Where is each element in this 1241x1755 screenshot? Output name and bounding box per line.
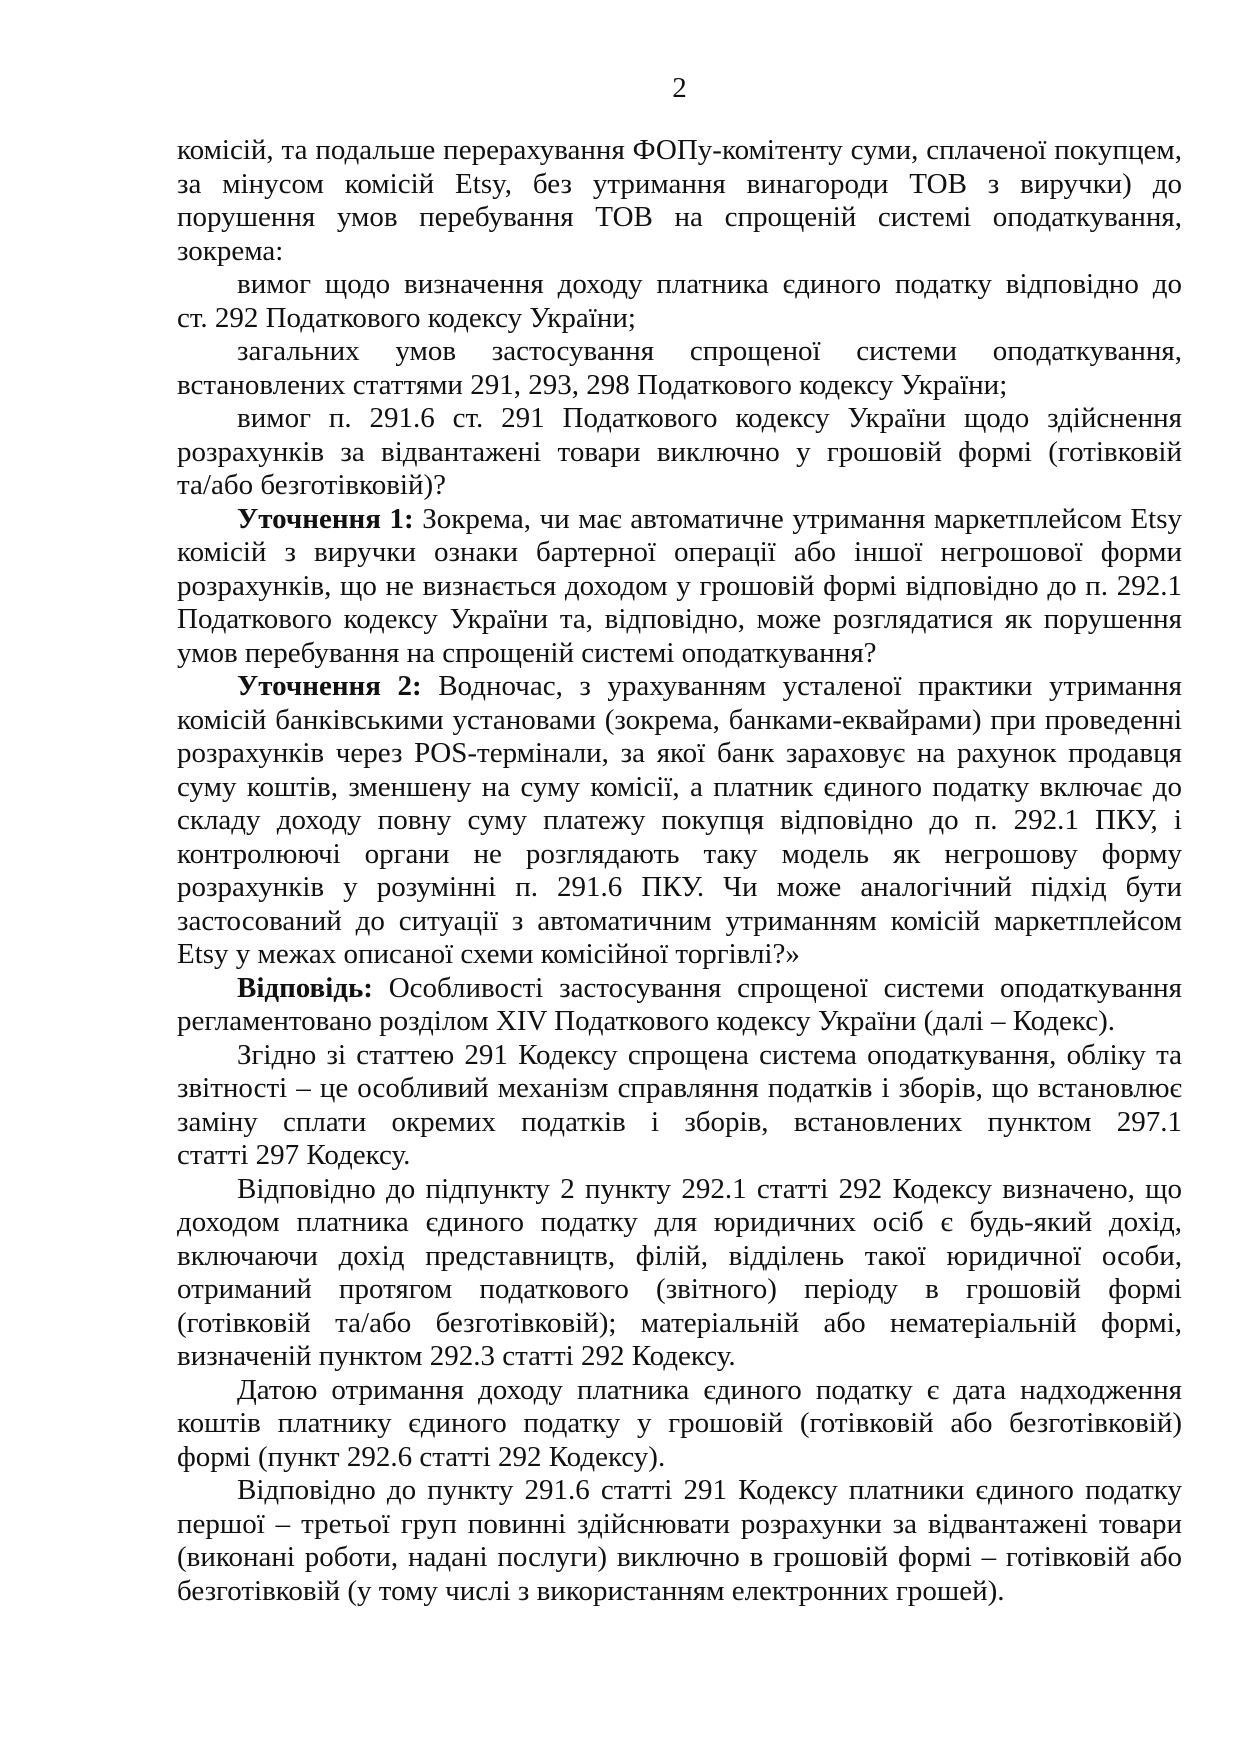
text-line (177, 1206, 1182, 1240)
line-text: вимог щодо визначення доходу платника єдиного податку відповідно до (237, 268, 1182, 300)
paragraph-clarification-2 (177, 670, 1182, 972)
text-line (177, 1340, 1182, 1374)
paragraph-requirement-income (177, 268, 1182, 335)
line-text: (готівковій та/або безготівковій); матеріальній або нематеріальній формі, (177, 1306, 1182, 1339)
line-text: встановлених статтями 291, 293, 298 Податкового кодексу України; (177, 368, 1008, 401)
line-text: Датою отримання доходу платника єдиного податку є дата надходження (237, 1373, 1182, 1406)
line-text: комісій банківськими установами (зокрема, банками-еквайрами) при проведенні (177, 703, 1182, 736)
line-text: контролюючі органи не розглядають таку модель як негрошову форму (177, 837, 1182, 870)
line-text: розрахунків у розумінні п. 291.6 ПКУ. Чи може аналогічний підхід бути (177, 871, 1182, 903)
text-line (177, 804, 1182, 838)
text-line (177, 871, 1182, 905)
bold-lead-label: Уточнення 1: (237, 502, 414, 535)
text-line (177, 168, 1182, 202)
text-line (177, 1508, 1182, 1542)
line-text: застосований до ситуації з автоматичним утриманням комісій маркетплейсом (177, 904, 1182, 937)
line-text: загальних умов застосування спрощеної системи оподаткування, (237, 335, 1182, 367)
paragraph-income-date (177, 1374, 1182, 1475)
bold-lead-label: Уточнення 2: (237, 670, 422, 702)
page-number: 2 (672, 72, 687, 104)
line-text: Etsy у межах описаної схеми комісійної торгівлі?» (177, 938, 800, 970)
text-line (177, 268, 1182, 302)
paragraph-intro-continued (177, 134, 1182, 268)
text-line (177, 1240, 1182, 1274)
line-text: Зокрема, чи має автоматичне утримання маркетплейсом Etsy (413, 502, 1182, 535)
line-text: Відповідно до пункту 291.6 статті 291 Кодексу платники єдиного податку (237, 1474, 1182, 1506)
text-line (177, 1273, 1182, 1307)
text-line (177, 838, 1182, 872)
bold-lead-label: Відповідь: (237, 971, 373, 1004)
line-text: коштів платнику єдиного податку у грошовій (готівковій або безготівковій) (177, 1407, 1182, 1439)
text-line (177, 1173, 1182, 1207)
text-line (177, 235, 1182, 269)
text-line (177, 737, 1182, 771)
text-line (177, 335, 1182, 369)
paragraph-point-2916 (177, 1474, 1182, 1608)
text-line (177, 201, 1182, 235)
line-text: вимог п. 291.6 ст. 291 Податкового кодексу України щодо здійснення (237, 402, 1182, 434)
text-line (177, 938, 1182, 972)
text-line (177, 1039, 1182, 1073)
line-text: та/або безготівковій)? (177, 469, 447, 501)
line-text: включаючи дохід представництв, філій, відділень такої юридичної особи, (177, 1239, 1182, 1272)
text-line (177, 1575, 1182, 1609)
text-line (177, 1374, 1182, 1408)
text-line (177, 1072, 1182, 1106)
text-line (177, 570, 1182, 604)
text-line (177, 1407, 1182, 1441)
text-line (177, 369, 1182, 403)
paragraph-answer (177, 972, 1182, 1039)
line-text: розрахунків через POS-термінали, за якої банк зараховує на рахунок продавця (177, 737, 1182, 769)
text-line (177, 503, 1182, 537)
text-line (177, 1541, 1182, 1575)
line-text: Згідно зі статтею 291 Кодексу спрощена система оподаткування, обліку та (237, 1038, 1182, 1071)
text-line (177, 972, 1182, 1006)
text-line (177, 670, 1182, 704)
line-text: Відповідно до підпункту 2 пункту 292.1 статті 292 Кодексу визначено, що (237, 1172, 1182, 1205)
line-text: визначеній пунктом 292.3 статті 292 Кодексу. (177, 1340, 736, 1372)
text-line (177, 302, 1182, 336)
line-text: порушення умов перебування ТОВ на спрощеній системі оподаткування, (177, 201, 1182, 233)
text-line (177, 469, 1182, 503)
line-text: комісій, та подальше перерахування ФОПу-комітенту суми, сплаченої покупцем, (177, 134, 1182, 166)
text-line (177, 603, 1182, 637)
line-text: умов перебування на спрощеній системі оподаткування? (177, 636, 877, 669)
text-line (177, 1307, 1182, 1341)
paragraph-clarification-1 (177, 503, 1182, 671)
text-line (177, 905, 1182, 939)
text-line (177, 1139, 1182, 1173)
line-text: безготівковій (у тому числі з використанням електронних грошей). (177, 1574, 1005, 1607)
paragraph-general-conditions (177, 335, 1182, 402)
line-text: розрахунків, що не визнається доходом у грошовій формі відповідно до п. 292.1 (177, 569, 1182, 602)
line-text: звітності – це особливий механізм справляння податків і зборів, що встановлює (177, 1072, 1182, 1104)
line-text: регламентовано розділом XIV Податкового кодексу України (далі – Кодекс). (177, 1005, 1116, 1037)
text-line (177, 1106, 1182, 1140)
paragraph-subparagraph-2921 (177, 1173, 1182, 1374)
paragraph-article-291 (177, 1039, 1182, 1173)
text-line (177, 402, 1182, 436)
text-line (177, 1005, 1182, 1039)
text-line (177, 134, 1182, 168)
line-text: за мінусом комісій Etsy, без утримання винагороди ТОВ з виручки) до (177, 167, 1182, 200)
text-line (177, 637, 1182, 671)
line-text: статті 297 Кодексу. (177, 1139, 411, 1171)
line-text: складу доходу повну суму платежу покупця відповідно до п. 292.1 ПКУ, і (177, 804, 1182, 836)
text-line (177, 1474, 1182, 1508)
line-text: ст. 292 Податкового кодексу України; (177, 301, 636, 334)
line-text: доходом платника єдиного податку для юридичних осіб є будь-який дохід, (177, 1206, 1182, 1238)
text-line (177, 771, 1182, 805)
line-text: комісій з виручки ознаки бартерної операції або іншої негрошової форми (177, 536, 1182, 568)
line-text: Особливості застосування спрощеної системи оподаткування (372, 971, 1182, 1004)
line-text: суму коштів, зменшену на суму комісії, а платник єдиного податку включає до (177, 770, 1182, 803)
line-text: формі (пункт 292.6 статті 292 Кодексу). (177, 1440, 666, 1473)
line-text: отриманий протягом податкового (звітного) періоду в грошовій формі (177, 1273, 1182, 1305)
line-text: першої – третьої груп повинні здійснювати розрахунки за відвантажені товари (177, 1507, 1182, 1540)
text-line (177, 436, 1182, 470)
text-line (177, 704, 1182, 738)
line-text: зокрема: (177, 234, 284, 267)
paragraph-requirement-2916 (177, 402, 1182, 503)
line-text: (виконані роботи, надані послуги) виключно в грошовій формі – готівковій або (177, 1541, 1182, 1573)
line-text: Водночас, з урахуванням усталеної практики утримання (421, 670, 1182, 702)
text-line (177, 1441, 1182, 1475)
document-body (177, 134, 1182, 1608)
text-line (177, 536, 1182, 570)
line-text: Податкового кодексу України та, відповідно, може розглядатися як порушення (177, 603, 1182, 635)
line-text: розрахунків за відвантажені товари виключно у грошовій формі (готівковій (177, 435, 1182, 468)
line-text: заміну сплати окремих податків і зборів, встановлених пунктом 297.1 (177, 1105, 1182, 1138)
